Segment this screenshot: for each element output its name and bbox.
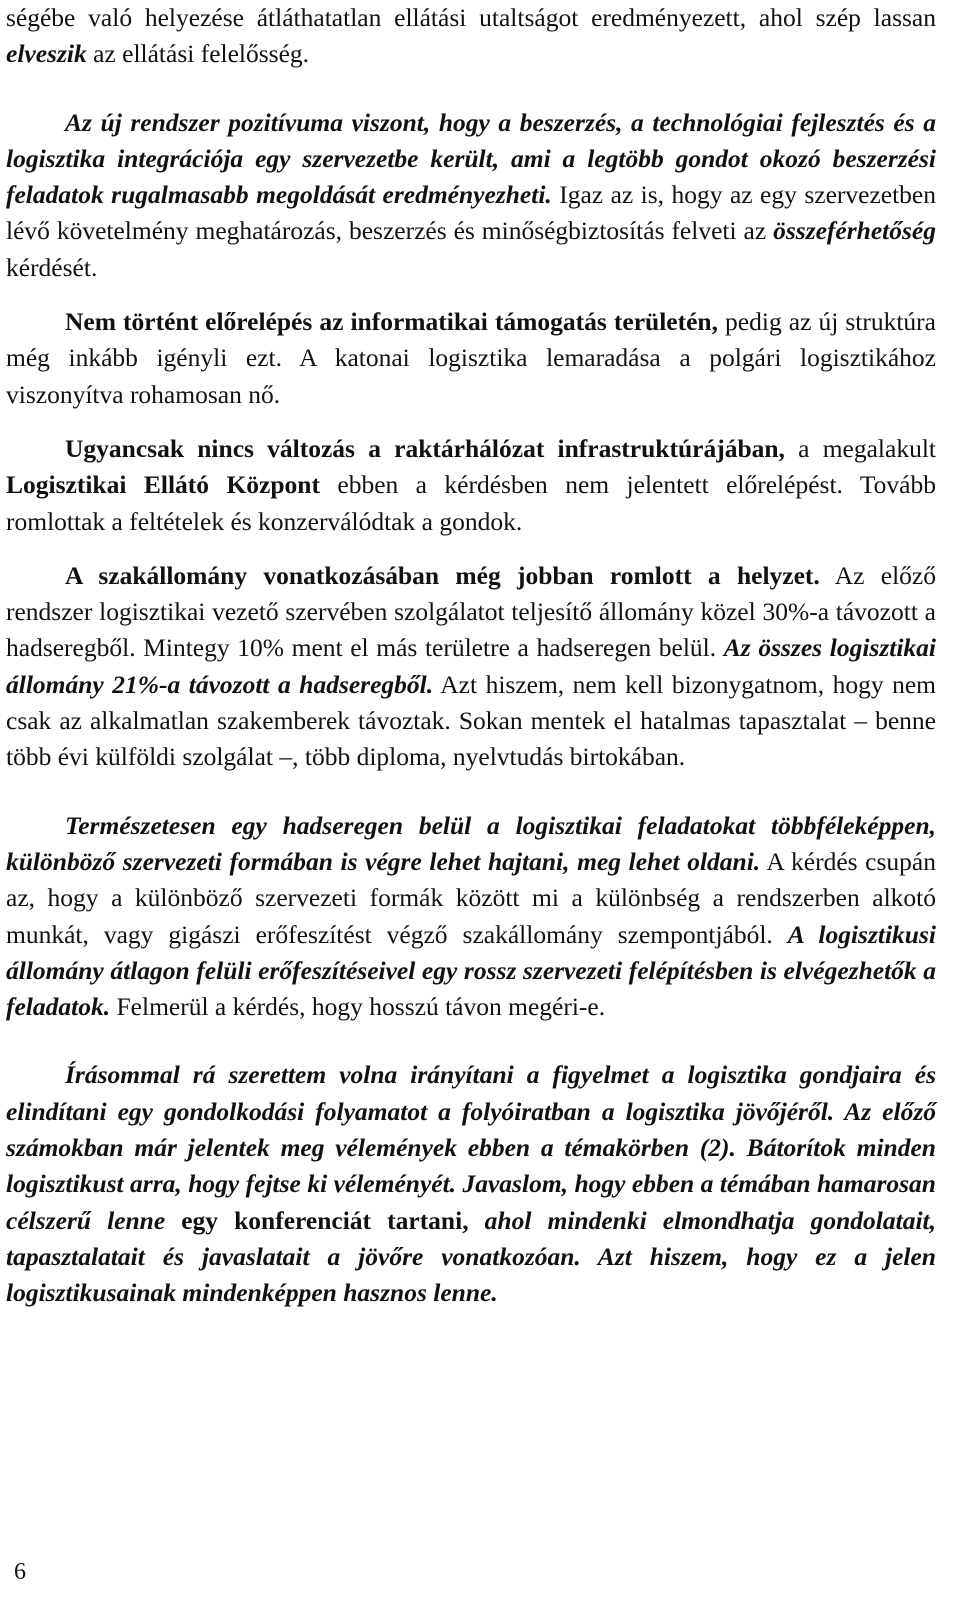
text-segment: a megalakult — [784, 433, 936, 463]
text-segment: pedig az új struktúra még inkább igényli ezt. A katonai logisztika lemaradása a polgári logisztikához viszonyítva rohamosan nő. — [6, 307, 936, 409]
emphasis-segment: Az összes logisztikai állomány 21%-a távozott a hadseregből. — [6, 633, 936, 699]
paragraph-5 — [6, 558, 936, 776]
text-segment: Igaz az is, hogy az egy szervezetben lévő követelmény meghatározás, beszerzés és minőségbiztosítás felveti az — [6, 180, 936, 246]
emphasis-segment: A logisztikusi állomány átlagon felüli erőfeszítéseivel egy rossz szervezeti felépítésben is elvégezhetők a feladatok. — [6, 919, 936, 1022]
emphasis-segment: Írásommal rá szerettem volna irányítani a figyelmet a logisztika gondjaira és elindítani egy gondolkodási folyamatot a folyóiratban a logisztika jövőjéről. Az előző számokban már jelentek meg vélemények ebben a témakörben (2). Bátorítok minden logisztikust arra, hogy fejtse ki véleményét. Javaslom, hogy ebben a témában hamarosan célszerű lenne — [6, 1060, 936, 1235]
bold-segment: A szakállomány vonatkozásában még jobban romlott a helyzet. — [65, 560, 820, 590]
text-segment: az ellátási felelősség. — [86, 39, 310, 69]
document-body — [6, 0, 936, 1312]
emphasis-segment: Az új rendszer pozitívuma viszont, hogy a beszerzés, a technológiai fejlesztés és a logisztika integrációja egy szervezetbe került, ami a legtöbb gondot okozó beszerzési feladatok rugalmasabb megoldását eredményezheti. — [6, 107, 936, 210]
text-segment: Azt hiszem, nem kell bizonygatnom, hogy nem csak az alkalmatlan szakemberek távoztak. Sokan mentek el hatalmas tapasztalat – benne több évi külföldi szolgálat –, több diploma, nyelvtudás birtokában. — [6, 669, 937, 772]
paragraph-3 — [6, 304, 936, 413]
bold-segment: egy konferenciát tartani, — [165, 1205, 469, 1235]
paragraph-4 — [6, 431, 936, 540]
bold-segment: Logisztikai Ellátó Központ — [6, 470, 320, 500]
text-segment: ségébe való helyezése átláthatatlan ellátási utaltságot eredményezett, ahol szép lassan — [6, 3, 936, 32]
paragraph-7 — [6, 1057, 936, 1311]
emphasis-segment: összeférhetőség — [773, 216, 936, 246]
text-segment: Az előző rendszer logisztikai vezető szervében szolgálatot teljesítő állomány közel 30%-a távozott a hadseregből. Mintegy 10% ment el más területre a hadseregen belül. — [6, 560, 936, 663]
emphasis-segment: ahol mindenki elmondhatja gondolatait, tapasztalatait és javaslatait a jövőre vonatkozóan. Azt hiszem, hogy ez a jelen logisztikusainak mindenképpen hasznos lenne. — [6, 1205, 937, 1308]
emphasis-segment: Természetesen egy hadseregen belül a logisztikai feladatokat többféleképpen, különböző szervezeti formában is végre lehet hajtani, meg lehet oldani. — [6, 810, 936, 876]
text-segment: ebben a kérdésben nem jelentett előrelépést. Tovább romlottak a feltételek és konzerválódtak a gondok. — [6, 470, 936, 536]
paragraph-6 — [6, 808, 936, 1026]
bold-segment: Nem történt előrelépés az informatikai támogatás területén, — [65, 307, 718, 337]
page-number: 6 — [14, 1559, 26, 1585]
text-segment: A kérdés csupán az, hogy a különböző szervezeti formák között mi a különbség a rendszerben alkotó munkát, vagy gigászi erőfeszítést végző szakállomány szempontjából. — [6, 846, 936, 949]
text-segment: Felmerül a kérdés, hogy hosszú távon megéri-e. — [110, 992, 606, 1022]
emphasis-segment: elveszik — [6, 39, 87, 69]
paragraph-1 — [6, 0, 936, 73]
paragraph-2 — [6, 105, 936, 286]
text-segment: kérdését. — [6, 252, 98, 282]
bold-segment: Ugyancsak nincs változás a raktárhálózat infrastruktúrájában, — [65, 433, 785, 463]
